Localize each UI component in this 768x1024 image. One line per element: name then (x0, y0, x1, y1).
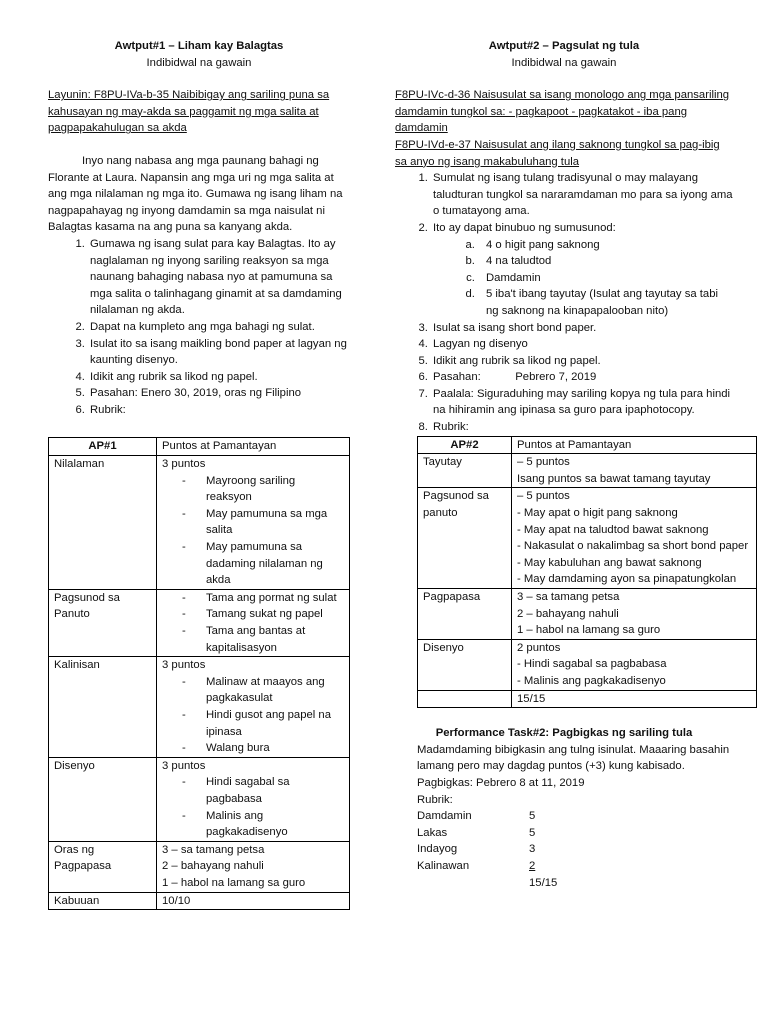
right-column (395, 38, 749, 891)
table-header-row (418, 436, 757, 454)
instruction-item: 3. Isulat ito sa isang maikling bond paper at lagyan ng kaunting disenyo. (88, 336, 350, 369)
row-label: Kalinisan (49, 657, 157, 758)
rubrik-name: Damdamin (417, 810, 472, 823)
criteria-line: - Malinis ang pagkakadisenyo (517, 674, 666, 687)
performance-task-rubrik (395, 808, 733, 891)
row-criteria (157, 456, 350, 590)
table-row (49, 657, 350, 758)
row-criteria (157, 841, 350, 892)
row-label: Oras ng Pagpapasa (49, 841, 157, 892)
criteria-line: 1 – habol na lamang sa guro (162, 876, 306, 889)
table-row (49, 589, 350, 656)
criteria-item: - Malinaw at maayos ang pagkakasulat (162, 674, 344, 707)
row-points: 3 puntos (162, 759, 206, 772)
awtput2-title: Awtput#2 – Pagsulat ng tula (488, 40, 640, 52)
awtput1-title: Awtput#1 – Liham kay Balagtas (114, 40, 284, 52)
row-label (418, 690, 512, 708)
criteria-item: - Mayroong sariling reaksyon (162, 473, 344, 506)
awtput1-subtitle: Indibidwal na gawain (146, 56, 252, 69)
awtput2-instructions (395, 170, 733, 436)
instruction-item: 6. Rubrik: (88, 402, 350, 419)
table-header: AP#1 (49, 438, 157, 456)
criteria-text: Tama ang bantas at kapitalisasyon (206, 625, 306, 654)
rubrik-row (417, 841, 733, 858)
row-points: 3 puntos (162, 659, 206, 672)
rubrik-name: Indayog (417, 843, 458, 856)
row-label: Pagsunod sa panuto (418, 488, 512, 589)
criteria-item: - Hindi gusot ang papel na ipinasa (162, 707, 344, 740)
row-criteria (512, 488, 757, 589)
criteria-text: Walang bura (206, 742, 270, 755)
awtput2-objective-1: F8PU-IVc-d-36 Naisusulat sa isang monologo ang mga pansariling damdamin tungkol sa: - pagkapoot - pagkatakot - iba pang damdamin (395, 89, 730, 135)
instruction-sublist (433, 237, 733, 320)
criteria-line: 2 – bahayang nahuli (517, 607, 619, 620)
instruction-item: 3. Isulat sa isang short bond paper. (431, 320, 733, 337)
table-header: Puntos at Pamantayan (512, 436, 757, 454)
criteria-line: - Nakasulat o nakalimbag sa short bond paper (517, 540, 749, 553)
criteria-text: Malinis ang pagkakadisenyo (206, 809, 288, 839)
sub-item: a. 4 o higit pang saknong (478, 237, 733, 254)
awtput2-rubric-table (417, 436, 757, 709)
left-column (48, 38, 350, 910)
row-label: Disenyo (418, 639, 512, 690)
instruction-text: Ito ay dapat binubuo ng sumusunod: (433, 221, 616, 234)
rubrik-row (417, 808, 733, 825)
row-label: Pagsunod sa Panuto (49, 589, 157, 656)
criteria-text: Tamang sukat ng papel (206, 608, 323, 621)
criteria-line: - May apat o higit pang saknong (517, 507, 678, 520)
rubrik-score: 2 (529, 859, 536, 872)
criteria-line: Isang puntos sa bawat tamang tayutay (517, 472, 711, 485)
row-label: Tayutay (418, 454, 512, 488)
rubrik-row (417, 825, 733, 842)
criteria-item: - May pamumuna sa mga salita (162, 506, 344, 539)
row-points: 3 puntos (162, 458, 206, 471)
rubrik-total: 15/15 (529, 876, 558, 889)
rubrik-score: 5 (529, 826, 536, 839)
instruction-item: 1. Gumawa ng isang sulat para kay Balagtas. Ito ay naglalaman ng inyong sariling reaksyon sa mga naunang bahaging nabasa nyo at pamumuna sa mga salita o talinhagang ginamit at sa damdaming nilalaman ng akda. (88, 236, 350, 319)
table-row (418, 639, 757, 690)
sub-item: d. 5 iba't ibang tayutay (Isulat ang tayutay sa tabi ng saknong na kinapapalooban nito) (478, 286, 733, 319)
awtput1-rubric-table (48, 437, 350, 910)
instruction-item: 1. Sumulat ng isang tulang tradisyunal o may malayang taludturan tungkol sa nararamdaman mo para sa iyong ama o tumatayong ama. (431, 170, 733, 220)
criteria-line: - May damdaming ayon sa pinapatungkolan (517, 573, 737, 586)
table-row (418, 589, 757, 640)
instruction-item: 2. Dapat na kumpleto ang mga bahagi ng sulat. (88, 319, 350, 336)
instruction-item: 5. Pasahan: Enero 30, 2019, oras ng Filipino (88, 385, 350, 402)
table-header: Puntos at Pamantayan (157, 438, 350, 456)
instruction-item (431, 220, 733, 320)
table-row (418, 690, 757, 708)
awtput1-layunin: Layunin: F8PU-IVa-b-35 Naibibigay ang sariling puna sa kahusayan ng may-akda sa paggamit ng mga salita at pagpapakahulugan sa akda (48, 89, 330, 135)
criteria-text: Mayroong sariling reaksyon (206, 474, 296, 504)
awtput2-objective-2: F8PU-IVd-e-37 Naisusulat ang ilang saknong tungkol sa pag-ibig sa anyo ng isang makabuluhang tula (395, 138, 720, 168)
awtput2-subtitle: Indibidwal na gawain (511, 56, 617, 69)
table-row (418, 454, 757, 488)
rubrik-name: Lakas (417, 826, 448, 839)
criteria-text: Hindi sagabal sa pagbabasa (206, 776, 290, 805)
criteria-item: - Malinis ang pagkakadisenyo (162, 808, 344, 841)
table-row (49, 456, 350, 590)
criteria-line: – 5 puntos (517, 456, 570, 469)
performance-task-rubrik-label: Rubrik: (417, 793, 453, 806)
criteria-line: 3 – sa tamang petsa (517, 591, 620, 603)
instruction-item: 4. Lagyan ng disenyo (431, 336, 733, 353)
row-label: Kabuuan (49, 892, 157, 910)
instruction-item: 6. Pasahan: Pebrero 7, 2019 (431, 369, 733, 386)
criteria-item: - Walang bura (162, 740, 344, 757)
criteria-line: 2 puntos (517, 641, 561, 654)
awtput1-instructions (48, 236, 350, 419)
criteria-item: - Tama ang pormat ng sulat (162, 590, 344, 607)
row-total: 15/15 (512, 690, 757, 708)
row-criteria (512, 639, 757, 690)
performance-task-title: Performance Task#2: Pagbigkas ng sariling tula (435, 727, 693, 740)
instruction-item: 7. Paalala: Siguraduhing may sariling kopya ng tula para hindi na hihiramin ang ipinasa sa guro para ipaphotocopy. (431, 386, 733, 419)
table-row (418, 488, 757, 589)
rubrik-row (417, 858, 733, 875)
criteria-text: Tama ang pormat ng sulat (206, 591, 337, 604)
criteria-line: 2 – bahayang nahuli (162, 860, 264, 873)
criteria-text: May pamumuna sa mga salita (206, 507, 328, 537)
sub-item: b. 4 na taludtod (478, 253, 733, 270)
row-criteria (157, 589, 350, 656)
sub-item: c. Damdamin (478, 270, 733, 287)
awtput1-intro: Inyo nang nabasa ang mga paunang bahagi ng Florante at Laura. Napansin ang mga uri ng mga salita at ang mga nilalaman ng mga ito. Gumawa ng isang liham na nagpapahayag ng inyong damdamin sa mga naisulat ni Balagtas kasama na ang puna sa kanyang akda. (48, 154, 343, 234)
criteria-text: May pamumuna sa dadaming nilalaman ng akda (206, 541, 323, 587)
criteria-text: Malinaw at maayos ang pagkakasulat (206, 675, 325, 705)
criteria-line: 1 – habol na lamang sa guro (517, 624, 661, 637)
rubrik-name: Kalinawan (417, 859, 470, 872)
instruction-item: 4. Idikit ang rubrik sa likod ng papel. (88, 369, 350, 386)
table-header: AP#2 (418, 436, 512, 454)
row-label: Nilalaman (49, 456, 157, 590)
instruction-item: 8. Rubrik: (431, 419, 733, 436)
row-criteria (157, 757, 350, 841)
row-criteria (512, 589, 757, 640)
performance-task-date: Pagbigkas: Pebrero 8 at 11, 2019 (417, 776, 585, 789)
criteria-line: – 5 puntos (517, 490, 570, 503)
criteria-line: 3 – sa tamang petsa (162, 843, 265, 856)
row-criteria (157, 657, 350, 758)
table-header-row (49, 438, 350, 456)
row-total: 10/10 (157, 892, 350, 910)
row-label: Disenyo (49, 757, 157, 841)
criteria-line: - Hindi sagabal sa pagbabasa (517, 658, 667, 671)
criteria-item: - Tama ang bantas at kapitalisasyon (162, 623, 344, 656)
criteria-line: - May kabuluhan ang bawat saknong (517, 556, 702, 569)
criteria-line: - May apat na taludtod bawat saknong (517, 523, 709, 536)
table-row (49, 757, 350, 841)
row-label: Pagpapasa (418, 589, 512, 640)
criteria-item: - Tamang sukat ng papel (162, 606, 344, 623)
criteria-item: - May pamumuna sa dadaming nilalaman ng akda (162, 539, 344, 589)
rubrik-score: 5 (529, 810, 536, 823)
instruction-item: 5. Idikit ang rubrik sa likod ng papel. (431, 353, 733, 370)
performance-task-text: Madamdaming bibigkasin ang tulng isinulat. Maaaring basahin lamang pero may dagdag puntos (+3) kung kabisado. (417, 743, 730, 773)
table-row (49, 841, 350, 892)
row-criteria (512, 454, 757, 488)
rubrik-score: 3 (529, 843, 536, 856)
criteria-text: Hindi gusot ang papel na ipinasa (206, 708, 331, 738)
table-row (49, 892, 350, 910)
criteria-item: - Hindi sagabal sa pagbabasa (162, 774, 344, 807)
